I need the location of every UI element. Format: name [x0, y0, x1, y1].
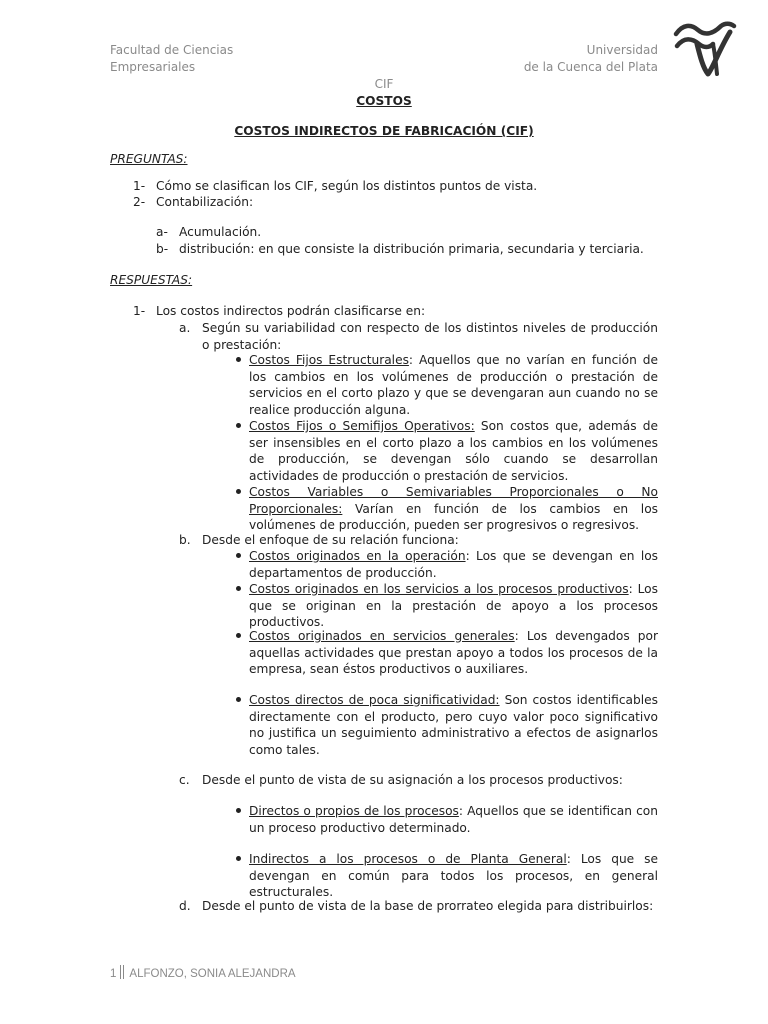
- section-a-text: Según su variabilidad con respecto de los distintos niveles de producción o prestación:: [202, 321, 658, 352]
- section-c-marker: c.: [179, 773, 190, 787]
- subquestion-text: distribución: en que consiste la distribución primaria, secundaria y terciaria.: [179, 242, 644, 256]
- page-footer: [110, 965, 296, 983]
- bullet-item: [249, 484, 658, 534]
- section-d-text: Desde el punto de vista de la base de prorrateo elegida para distribuirlos:: [202, 899, 654, 913]
- bullet-sep: :: [566, 852, 571, 866]
- bullet-icon: [236, 808, 241, 813]
- footer-author: ALFONZO, SONIA ALEJANDRA: [129, 968, 296, 980]
- bullet-term: Directos o propios de los procesos: [249, 804, 459, 818]
- bullet-term: Costos Fijos o Semifijos Operativos:: [249, 419, 475, 433]
- bullet-term: Costos Variables o Semivariables Proporcionales o No Proporcionales:: [249, 485, 658, 516]
- section-d-marker: d.: [179, 899, 191, 913]
- bullet-icon: [236, 489, 241, 494]
- section-a-marker: a.: [179, 321, 191, 335]
- header-center-label: CIF: [374, 77, 394, 91]
- bullet-item: [249, 692, 658, 758]
- bullet-term: Costos originados en los servicios a los procesos productivos: [249, 582, 629, 596]
- bullet-item: [249, 418, 658, 484]
- section-b-text: Desde el enfoque de su relación funciona:: [202, 533, 459, 547]
- page-number: 1: [110, 968, 117, 980]
- bullet-description: Son costos identificables directamente con el producto, pero cuyo valor poco significativo no justifica un seguimiento administrativo a efectos de asignarlos como tales.: [249, 693, 658, 757]
- question-marker: 2-: [133, 195, 146, 209]
- page-title: COSTOS: [356, 94, 412, 108]
- bullet-item: [249, 803, 658, 836]
- bullet-item: [249, 851, 658, 901]
- subquestion-text: Acumulación.: [179, 225, 262, 239]
- bullet-sep: :: [458, 804, 463, 818]
- bullet-sep: :: [628, 582, 633, 596]
- bullet-icon: [236, 553, 241, 558]
- bullet-description: Los que se devengan en común para todos los procesos, en general estructurales.: [249, 852, 658, 899]
- bullet-item: [249, 581, 658, 631]
- bullet-icon: [236, 856, 241, 861]
- page-subtitle: COSTOS INDIRECTOS DE FABRICACIÓN (CIF): [234, 124, 534, 138]
- subquestion-marker: b-: [156, 242, 169, 256]
- section-c-text: Desde el punto de vista de su asignación a los procesos productivos:: [202, 773, 623, 787]
- footer-divider: [120, 965, 124, 979]
- bullet-description: Los devengados por aquellas actividades que prestan apoyo a todos los procesos de la empresa, sean éstos productivos o auxiliares.: [249, 629, 658, 676]
- header-faculty-line1: Facultad de Ciencias: [110, 43, 234, 57]
- bullet-term: Costos Fijos Estructurales: [249, 353, 409, 367]
- bullet-description: Son costos que, además de ser insensibles en el corto plazo a los cambios en los volúmenes de producción, se devengan sólo cuando se desarrollan actividades de producción o prestación de servicios.: [249, 419, 658, 483]
- bullet-sep: :: [465, 549, 470, 563]
- bullet-item: [249, 548, 658, 581]
- respuestas-heading: RESPUESTAS:: [110, 273, 193, 287]
- answer-marker: 1-: [133, 304, 146, 318]
- question-marker: 1-: [133, 179, 146, 193]
- preguntas-heading: PREGUNTAS:: [110, 152, 188, 166]
- bullet-description: Aquellos que no varían en función de los cambios en los volúmenes de producción o prestación de servicios en el corto plazo y que se devengaran aun cuando no se realice producción alguna.: [249, 353, 658, 417]
- bullet-description: Varían en función de los cambios en los volúmenes de producción, pueden ser progresivos o regresivos.: [249, 501, 658, 532]
- question-text: Contabilización:: [156, 195, 254, 209]
- university-logo-icon: [673, 20, 737, 78]
- bullet-term: Costos directos de poca significatividad:: [249, 693, 500, 707]
- subquestion-marker: a-: [156, 225, 168, 239]
- section-b-marker: b.: [179, 533, 191, 547]
- bullet-icon: [236, 423, 241, 428]
- header-university-line2: de la Cuenca del Plata: [523, 60, 658, 74]
- bullet-sep: :: [408, 353, 414, 367]
- bullet-description: Los que se originan en la prestación de apoyo a los procesos productivos.: [249, 582, 658, 629]
- bullet-icon: [236, 586, 241, 591]
- bullet-icon: [236, 697, 241, 702]
- bullet-term: Costos originados en la operación: [249, 549, 466, 563]
- bullet-term: Indirectos a los procesos o de Planta General: [249, 852, 567, 866]
- header-university-line1: Universidad: [586, 43, 658, 57]
- answer-text: Los costos indirectos podrán clasificarse en:: [156, 304, 426, 318]
- bullet-description: Aquellos que se identifican con un proceso productivo determinado.: [249, 804, 658, 835]
- header-university: [524, 42, 658, 76]
- header-faculty: [110, 42, 233, 76]
- bullet-description: Los que se devengan en los departamentos de producción.: [249, 549, 659, 580]
- bullet-item: [249, 628, 658, 678]
- bullet-item: [249, 352, 658, 418]
- question-text: Cómo se clasifican los CIF, según los distintos puntos de vista.: [156, 179, 538, 193]
- bullet-icon: [236, 357, 241, 362]
- bullet-sep: :: [514, 629, 519, 643]
- bullet-term: Costos originados en servicios generales: [249, 629, 515, 643]
- bullet-icon: [236, 633, 241, 638]
- header-faculty-line2: Empresariales: [110, 60, 196, 74]
